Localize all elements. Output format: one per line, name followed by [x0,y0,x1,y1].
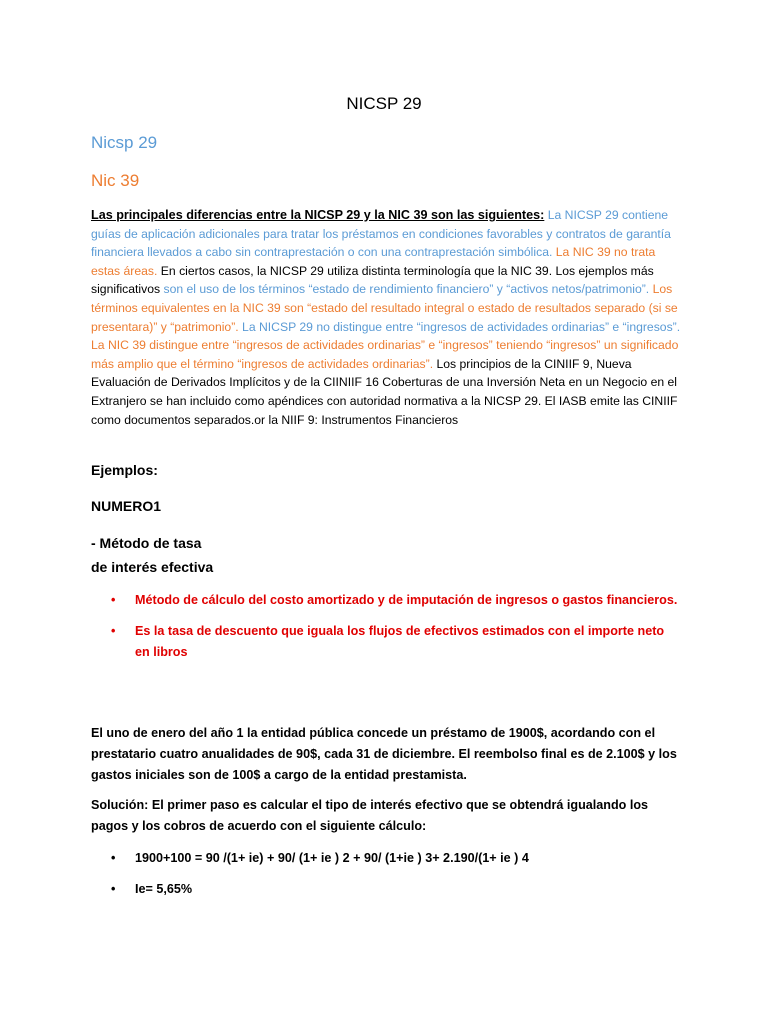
paragraph-seg-black-2: Los principios de la CINIIF 9, Nueva Evaluación de Derivados Implícitos y de la CIINIIF 16 Coberturas de una Inversión Neta en un Negocio en el Extranjero se han incluido como apéndices con autoridad normativa a la NICSP 29. El IASB emite las CINIIF como documentos separados.or la NIIF 9: Instrumentos Financieros [91,356,678,427]
paragraph-seg-blue-2: son el uso de los términos “estado de rendimiento financiero” y “activos netos/patrimonio”. [160,282,650,297]
calculation-list [91,848,681,910]
heading-nicsp29: Nicsp 29 [91,133,158,152]
list-item: • Es la tasa de descuento que iguala los flujos de efectivos estimados con el importe neto en libros [91,621,681,663]
document-title: NICSP 29 [346,94,422,113]
paragraph-seg-blue-1: La NICSP 29 contiene guías de aplicación adicionales para tratar los préstamos en condiciones favorables y contratos de garantía financiera llevados a cabo sin contraprestación o con una contraprestación simbólica. [91,208,671,260]
paragraph-seg-orange-2: Los términos equivalentes en la NIC 39 son “estado del resultado integral o estado de resultados separado (si se presentara)” y “patrimonio”. [91,282,678,334]
list-item: • Método de cálculo del costo amortizado y de imputación de ingresos o gastos financieros. [91,590,681,611]
example-paragraph: El uno de enero del año 1 la entidad pública concede un préstamo de 1900$, acordando con el prestatario cuatro anualidades de 90$, cada 31 de diciembre. El reembolso final es de 2.100$ y los gastos iniciales son de 100$ a cargo de la entidad prestamista. [91,726,677,782]
metodo-heading-line2: de interés efectiva [91,559,214,575]
list-item: • 1900+100 = 90 /(1+ ie) + 90/ (1+ ie ) 2 + 90/ (1+ie ) 3+ 2.190/(1+ ie ) 4 [91,848,681,869]
numero-heading: NUMERO1 [91,498,162,514]
list-item: • Ie= 5,65% [91,879,681,900]
definition-list [91,590,681,673]
ejemplos-heading: Ejemplos: [91,462,158,478]
solution-paragraph: Solución: El primer paso es calcular el tipo de interés efectivo que se obtendrá igualando los pagos y los cobros de acuerdo con el siguiente cálculo: [91,798,649,833]
metodo-heading-line1: - Método de tasa [91,535,202,551]
differences-paragraph [91,206,681,429]
heading-nic39: Nic 39 [91,171,140,190]
paragraph-seg-black-1: En ciertos casos, la NICSP 29 utiliza distinta terminología que la NIC 39. Los ejemplos más significativos [91,263,654,297]
paragraph-seg-orange-1: La NIC 39 no trata estas áreas. [91,245,656,278]
paragraph-seg-blue-3: La NICSP 29 no distingue entre “ingresos de actividades ordinarias” e “ingresos”. [238,319,681,334]
paragraph-seg-orange-3: La NIC 39 distingue entre “ingresos de actividades ordinarias” e “ingresos” teniendo “ingresos” un significado más amplio que el término “ingresos de actividades ordinarias”. [91,338,679,371]
paragraph-lead: Las principales diferencias entre la NICSP 29 y la NIC 39 son las siguientes: [91,208,545,222]
